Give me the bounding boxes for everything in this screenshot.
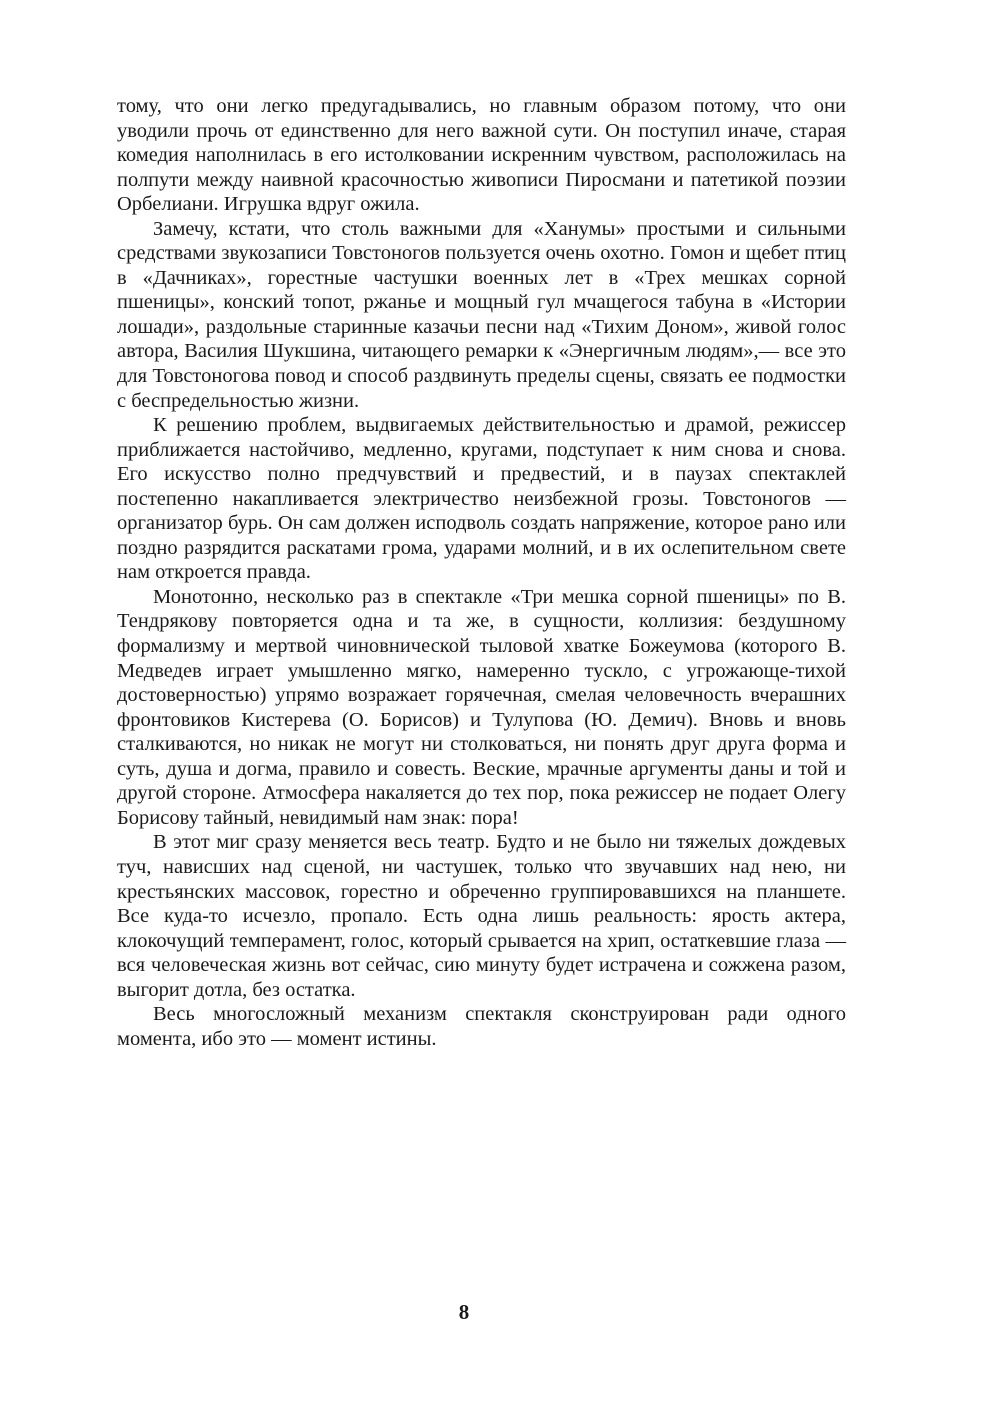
paragraph-1: тому, что они легко предугадывались, но главным образом потому, что они уводили прочь от единственно для него важной сути. Он поступил иначе, старая комедия наполнилась в его истолковании искренним чувством, расположилась на полпути между наивной красочностью живописи Пиросмани и патетикой поэзии Орбелиани. Игрушка вдруг ожила. <box>117 95 846 216</box>
paragraph-6: Весь многосложный механизм спектакля сконструирован ради одного момента, ибо это — момент истины. <box>117 1003 846 1050</box>
paragraph-3: К решению проблем, выдвигаемых действительностью и драмой, режиссер приближается настойчиво, медленно, кругами, подступает к ним снова и снова. Его искусство полно предчувствий и предвестий, и в паузах спектаклей постепенно накапливается электричество неизбежной грозы. Товстоногов — организатор бурь. Он сам должен исподволь создать напряжение, которое рано или поздно разрядится раскатами грома, ударами молний, и в их ослепительном свете нам откроется правда. <box>117 414 846 584</box>
text-column <box>117 94 846 1051</box>
page-number: 8 <box>458 1300 470 1324</box>
paragraph-4: Монотонно, несколько раз в спектакле «Три мешка сорной пшеницы» по В. Тендрякову повторяется одна и та же, в сущности, коллизия: бездушному формализму и мертвой чиновнической тыловой хватке Божеумова (которого В. Медведев играет умышленно мягко, намеренно тускло, с угрожающе-тихой достоверностью) упрямо возражает горячечная, смелая человечность вчерашних фронтовиков Кистерева (О. Борисов) и Тулупова (Ю. Демич). Вновь и вновь сталкиваются, но никак не могут ни столковаться, ни понять друг друга форма и суть, душа и догма, правило и совесть. Веские, мрачные аргументы даны и той и другой стороне. Атмосфера накаляется до тех пор, пока режиссер не подает Олегу Борисову тайный, невидимый нам знак: пора! <box>117 585 846 829</box>
paragraph-5: В этот миг сразу меняется весь театр. Будто и не было ни тяжелых дождевых туч, нависших над сценой, ни частушек, только что звучавших над нею, ни крестьянских массовок, горестно и обреченно группировавшихся на планшете. Все куда-то исчезло, пропало. Есть одна лишь реальность: ярость актера, клокочущий темперамент, голос, который срывается на хрип, остаткевшие глаза — вся человеческая жизнь вот сейчас, сию минуту будет истрачена и сожжена разом, выгорит дотла, без остатка. <box>117 831 846 1001</box>
paragraph-2: Замечу, кстати, что столь важными для «Ханумы» простыми и сильными средствами звукозаписи Товстоногов пользуется очень охотно. Гомон и щебет птиц в «Дачниках», горестные частушки военных лет в «Трех мешках сорной пшеницы», конский топот, ржанье и мощный гул мчащегося табуна в «Истории лошади», раздольные старинные казачьи песни над «Тихим Доном», живой голос автора, Василия Шукшина, читающего ремарки к «Энергичным людям»,— все это для Товстоногова повод и способ раздвинуть пределы сцены, связать ее подмостки с беспредельностью жизни. <box>117 217 846 412</box>
